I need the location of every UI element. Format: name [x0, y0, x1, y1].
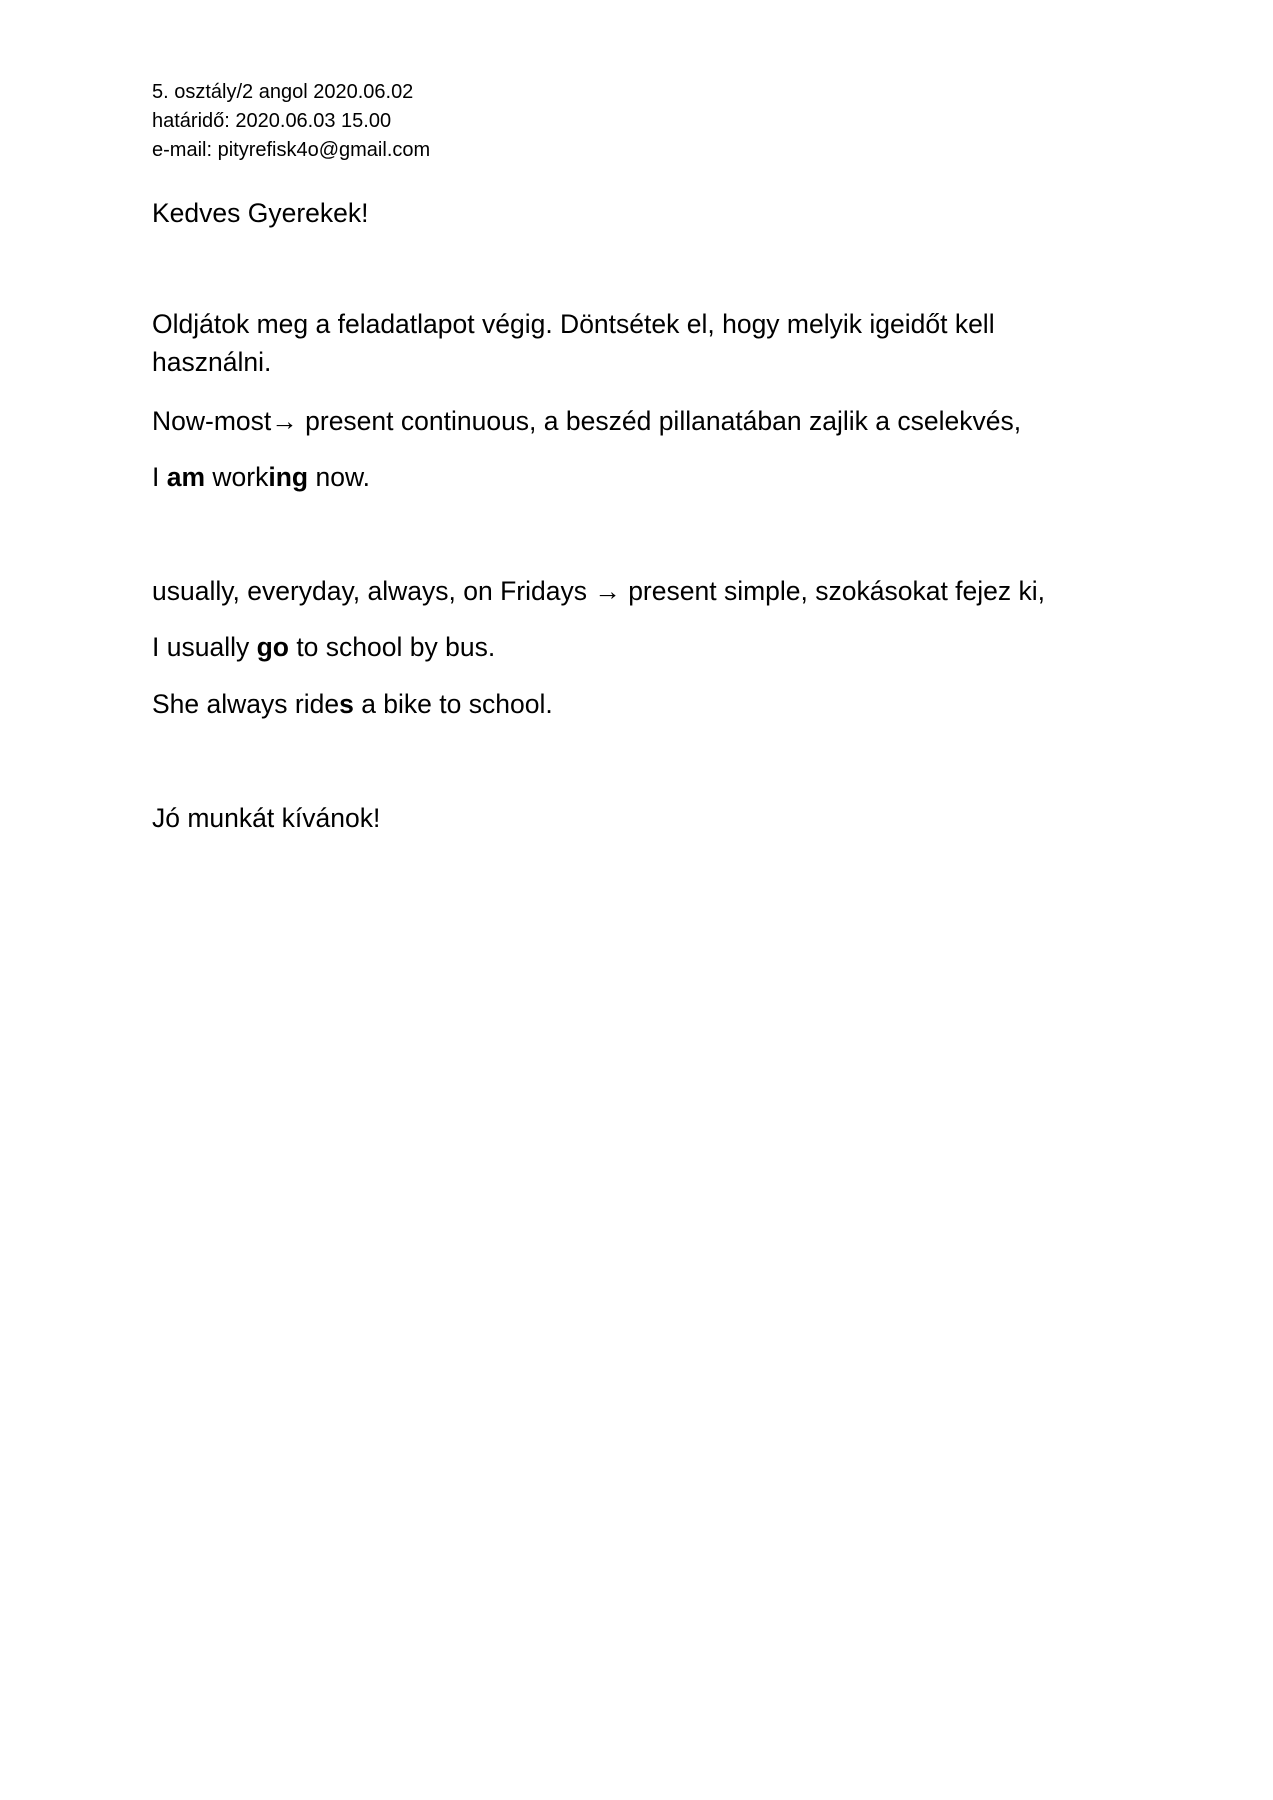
email-line: e-mail: pityrefisk4o@gmail.com: [152, 139, 431, 161]
example-bold-verb: am: [166, 462, 206, 492]
example-text: work: [205, 462, 269, 492]
present-simple-example-1: [152, 628, 1112, 666]
document-header: [152, 78, 430, 165]
present-continuous-rule: Now-most→ present continuous, a beszéd pillanatában zajlik a cselekvés,: [152, 406, 1022, 436]
present-simple-rule: usually, everyday, always, on Fridays → present simple, szokásokat fejez ki,: [152, 576, 1046, 606]
example-text: I usually: [152, 632, 257, 662]
example-text: a bike to school.: [353, 689, 553, 719]
instruction-paragraph: Oldjátok meg a feladatlapot végig. Döntsétek el, hogy melyik igeidőt kell használni.: [152, 309, 995, 377]
class-date-line: 5. osztály/2 angol 2020.06.02: [152, 81, 414, 103]
example-text: She always ride: [152, 689, 340, 719]
example-text: to school by bus.: [288, 632, 496, 662]
example-text: I: [152, 462, 167, 492]
example-bold-ending: s: [339, 689, 354, 719]
present-continuous-example: [152, 458, 1112, 496]
deadline-line: határidő: 2020.06.03 15.00: [152, 110, 392, 132]
greeting: Kedves Gyerekek!: [152, 198, 369, 228]
example-bold-ending: ing: [268, 462, 309, 492]
present-simple-example-2: [152, 685, 1112, 723]
example-bold-verb: go: [256, 632, 289, 662]
example-text: now.: [308, 462, 371, 492]
closing-line: Jó munkát kívánok!: [152, 803, 381, 833]
